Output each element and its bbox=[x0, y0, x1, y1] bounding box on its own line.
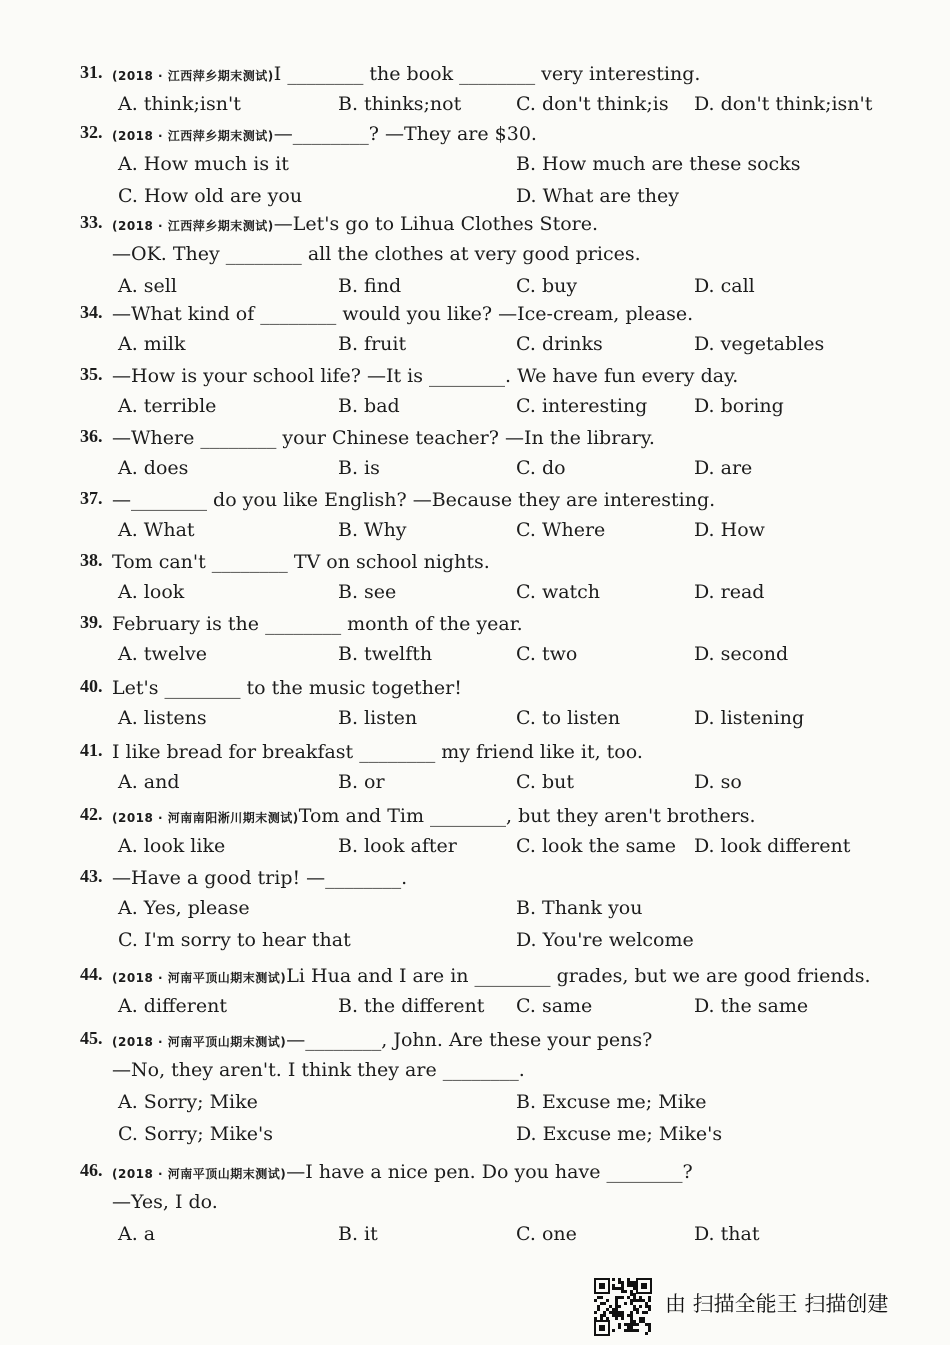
question-stem bbox=[112, 364, 738, 388]
answer-option[interactable]: D. What are they bbox=[516, 185, 679, 207]
question-number: 33. bbox=[80, 212, 103, 232]
question-text: Tom and Tim ________, but they aren't brothers. bbox=[298, 805, 756, 827]
question-source: (2018 · 江西萍乡期末测试) bbox=[112, 219, 274, 233]
answer-option[interactable]: B. look after bbox=[338, 835, 457, 857]
answer-option[interactable]: D. How bbox=[694, 519, 765, 541]
question-number: 42. bbox=[80, 804, 103, 824]
question-source: (2018 · 河南南阳淅川期末测试) bbox=[112, 811, 299, 825]
answer-option[interactable]: B. bad bbox=[338, 395, 400, 417]
answer-option[interactable]: B. Excuse me; Mike bbox=[516, 1091, 707, 1113]
answer-option[interactable]: C. two bbox=[516, 643, 578, 665]
answer-option[interactable]: C. look the same bbox=[516, 835, 676, 857]
question-stem bbox=[112, 488, 715, 512]
answer-option[interactable]: A. terrible bbox=[118, 395, 217, 417]
question-text: I ________ the book ________ very interesting. bbox=[273, 63, 701, 85]
question-number: 39. bbox=[80, 612, 103, 632]
answer-option[interactable]: D. the same bbox=[694, 995, 809, 1017]
question-number: 37. bbox=[80, 488, 103, 508]
question-number: 31. bbox=[80, 62, 103, 82]
answer-option[interactable]: C. do bbox=[516, 457, 566, 479]
answer-option[interactable]: D. You're welcome bbox=[516, 929, 694, 951]
answer-option[interactable]: D. so bbox=[694, 771, 742, 793]
answer-option[interactable]: D. listening bbox=[694, 707, 805, 729]
question-text: —Let's go to Lihua Clothes Store. bbox=[273, 213, 599, 235]
answer-option[interactable]: C. watch bbox=[516, 581, 601, 603]
answer-option[interactable]: C. but bbox=[516, 771, 574, 793]
answer-option[interactable]: B. the different bbox=[338, 995, 485, 1017]
answer-option[interactable]: B. is bbox=[338, 457, 380, 479]
question-source: (2018 · 江西萍乡期末测试) bbox=[112, 129, 274, 143]
question-stem bbox=[112, 612, 523, 636]
answer-option[interactable]: B. thinks;not bbox=[338, 93, 462, 115]
answer-option[interactable]: A. and bbox=[118, 771, 180, 793]
answer-option[interactable]: A. sell bbox=[118, 275, 177, 297]
question-stem bbox=[112, 426, 655, 450]
answer-option[interactable]: C. don't think;is bbox=[516, 93, 669, 115]
answer-option[interactable]: D. vegetables bbox=[694, 333, 825, 355]
question-text: —Have a good trip! —________. bbox=[112, 867, 408, 889]
question-stem-continued: —OK. They ________ all the clothes at very good prices. bbox=[112, 243, 641, 265]
question-stem bbox=[112, 740, 643, 764]
answer-option[interactable]: D. Excuse me; Mike's bbox=[516, 1123, 723, 1145]
question-text: —________ do you like English? —Because they are interesting. bbox=[112, 489, 716, 511]
answer-option[interactable]: D. read bbox=[694, 581, 765, 603]
question-stem bbox=[112, 804, 756, 830]
question-stem bbox=[112, 1028, 652, 1054]
question-source: (2018 · 河南平顶山期末测试) bbox=[112, 1035, 287, 1049]
answer-option[interactable]: A. look bbox=[118, 581, 185, 603]
question-text: —I have a nice pen. Do you have ________? bbox=[286, 1161, 693, 1183]
question-text: —________? —They are $30. bbox=[273, 123, 537, 145]
question-stem bbox=[112, 212, 598, 238]
answer-option[interactable]: A. look like bbox=[118, 835, 226, 857]
question-number: 45. bbox=[80, 1028, 103, 1048]
question-number: 35. bbox=[80, 364, 103, 384]
question-number: 46. bbox=[80, 1160, 103, 1180]
answer-option[interactable]: A. How much is it bbox=[118, 153, 289, 175]
question-stem bbox=[112, 1160, 693, 1186]
answer-option[interactable]: A. Sorry; Mike bbox=[118, 1091, 258, 1113]
question-text: Tom can't ________ TV on school nights. bbox=[112, 551, 490, 573]
question-number: 40. bbox=[80, 676, 103, 696]
question-text: I like bread for breakfast ________ my friend like it, too. bbox=[112, 741, 643, 763]
question-stem bbox=[112, 676, 462, 700]
answer-option[interactable]: D. second bbox=[694, 643, 789, 665]
answer-option[interactable]: D. call bbox=[694, 275, 755, 297]
answer-option[interactable]: A. different bbox=[118, 995, 227, 1017]
question-stem bbox=[112, 964, 871, 990]
answer-option[interactable]: B. listen bbox=[338, 707, 418, 729]
question-number: 34. bbox=[80, 302, 103, 322]
answer-option[interactable]: C. Sorry; Mike's bbox=[118, 1123, 273, 1145]
question-text: —________, John. Are these your pens? bbox=[286, 1029, 653, 1051]
answer-option[interactable]: C. buy bbox=[516, 275, 578, 297]
answer-option[interactable]: B. it bbox=[338, 1223, 378, 1245]
question-text: Let's ________ to the music together! bbox=[112, 677, 462, 699]
answer-option[interactable]: A. listens bbox=[118, 707, 207, 729]
answer-option[interactable]: A. a bbox=[118, 1223, 156, 1245]
answer-option[interactable]: D. that bbox=[694, 1223, 760, 1245]
question-number: 41. bbox=[80, 740, 103, 760]
answer-option[interactable]: D. look different bbox=[694, 835, 851, 857]
question-stem-continued: —No, they aren't. I think they are ________. bbox=[112, 1059, 525, 1081]
answer-option[interactable]: B. How much are these socks bbox=[516, 153, 801, 175]
answer-option[interactable]: C. I'm sorry to hear that bbox=[118, 929, 351, 951]
question-text: —How is your school life? —It is ________. We have fun every day. bbox=[112, 365, 739, 387]
answer-option[interactable]: A. twelve bbox=[118, 643, 207, 665]
question-number: 36. bbox=[80, 426, 103, 446]
question-number: 32. bbox=[80, 122, 103, 142]
question-text: February is the ________ month of the year. bbox=[112, 613, 523, 635]
answer-option[interactable]: A. Yes, please bbox=[118, 897, 250, 919]
answer-option[interactable]: C. same bbox=[516, 995, 593, 1017]
question-number: 44. bbox=[80, 964, 103, 984]
answer-option[interactable]: A. think;isn't bbox=[118, 93, 241, 115]
answer-option[interactable]: B. find bbox=[338, 275, 402, 297]
answer-option[interactable]: C. drinks bbox=[516, 333, 603, 355]
answer-option[interactable]: B. or bbox=[338, 771, 385, 793]
question-stem-continued: —Yes, I do. bbox=[112, 1191, 218, 1213]
question-source: (2018 · 河南平顶山期末测试) bbox=[112, 1167, 287, 1181]
question-stem bbox=[112, 302, 693, 326]
answer-option[interactable]: B. Why bbox=[338, 519, 407, 541]
answer-option[interactable]: A. What bbox=[118, 519, 195, 541]
qr-code-icon bbox=[592, 1276, 654, 1338]
question-stem bbox=[112, 122, 537, 148]
answer-option[interactable]: B. Thank you bbox=[516, 897, 643, 919]
question-text: —Where ________ your Chinese teacher? —In the library. bbox=[112, 427, 655, 449]
answer-option[interactable]: C. How old are you bbox=[118, 185, 303, 207]
answer-option[interactable]: C. to listen bbox=[516, 707, 621, 729]
question-text: —What kind of ________ would you like? —Ice-cream, please. bbox=[112, 303, 694, 325]
answer-option[interactable]: B. twelfth bbox=[338, 643, 433, 665]
answer-option[interactable]: C. one bbox=[516, 1223, 577, 1245]
question-text: Li Hua and I are in ________ grades, but we are good friends. bbox=[286, 965, 871, 987]
answer-option[interactable]: A. does bbox=[118, 457, 189, 479]
answer-option[interactable]: D. are bbox=[694, 457, 753, 479]
answer-option[interactable]: B. see bbox=[338, 581, 397, 603]
answer-option[interactable]: B. fruit bbox=[338, 333, 407, 355]
question-stem bbox=[112, 866, 407, 890]
answer-option[interactable]: D. don't think;isn't bbox=[694, 93, 873, 115]
answer-option[interactable]: A. milk bbox=[118, 333, 186, 355]
question-source: (2018 · 河南平顶山期末测试) bbox=[112, 971, 287, 985]
question-number: 38. bbox=[80, 550, 103, 570]
question-source: (2018 · 江西萍乡期末测试) bbox=[112, 69, 274, 83]
question-stem bbox=[112, 550, 490, 574]
footer-watermark-text: 由 扫描全能王 扫描创建 bbox=[665, 1292, 889, 1316]
answer-option[interactable]: C. Where bbox=[516, 519, 606, 541]
answer-option[interactable]: C. interesting bbox=[516, 395, 648, 417]
question-stem bbox=[112, 62, 700, 88]
question-number: 43. bbox=[80, 866, 103, 886]
answer-option[interactable]: D. boring bbox=[694, 395, 784, 417]
